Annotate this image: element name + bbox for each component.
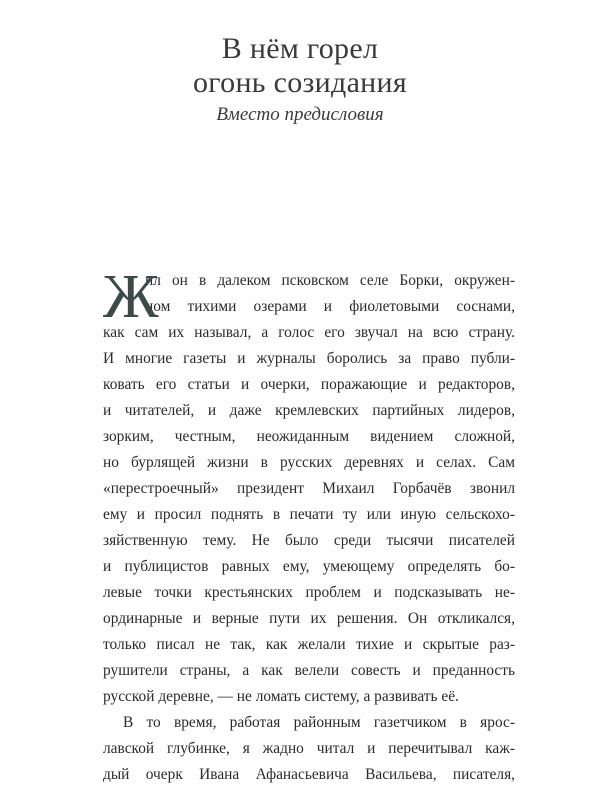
paragraph-1-line: зорким, честным, неожиданным видением сложной, bbox=[103, 428, 515, 445]
paragraph-1-line: русской деревне, — не ломать систему, а развивать её. bbox=[103, 688, 459, 705]
paragraph-1-line: ил он в далеком псковском селе Борки, окружен- bbox=[145, 272, 515, 289]
paragraph-1-line: И многие газеты и журналы боролись за право публи- bbox=[103, 350, 515, 367]
paragraph-1-line: зяйственную тему. Не было среди тысячи писателей bbox=[103, 532, 515, 549]
paragraph-1-line: «перестроечный» президент Михаил Горбачёв звонил bbox=[103, 480, 515, 497]
drop-cap-letter: Ж bbox=[103, 263, 159, 331]
article-body bbox=[103, 263, 515, 788]
paragraph-2-line: дый очерк Ивана Афанасьевича Васильева, писателя, bbox=[103, 766, 515, 783]
paragraph-1-line: ординарные и верные пути их решения. Он откликался, bbox=[103, 610, 515, 627]
paragraph-1-line: ном тихими озерами и фиолетовыми соснами, bbox=[145, 298, 515, 315]
paragraph-1-line: ему и просил поднять в печати ту или иную сельскохо- bbox=[103, 506, 515, 523]
paragraph-1-line: только писал не так, как желали тихие и скрытые раз- bbox=[103, 636, 515, 653]
paragraph-1-line: и читателей, и даже кремлевских партийных лидеров, bbox=[103, 402, 515, 419]
paragraph-1-line: ковать его статьи и очерки, поражающие и редакторов, bbox=[103, 376, 515, 393]
chapter-subtitle: Вместо предисловия bbox=[216, 104, 384, 125]
paragraph-1-line: и публицистов равных ему, умеющему определять бо- bbox=[103, 558, 515, 575]
paragraph-1-line: как сам их называл, а голос его звучал на всю страну. bbox=[103, 324, 515, 341]
paragraph-2-line: В то время, работая районным газетчиком в ярос- bbox=[123, 714, 515, 731]
paragraph-2-line: лавской глубинке, я жадно читал и перечитывал каж- bbox=[103, 740, 515, 757]
chapter-title-line-2: огонь созидания bbox=[192, 66, 407, 99]
chapter-title-line-1: В нём горел bbox=[221, 32, 379, 65]
chapter-title bbox=[0, 32, 600, 100]
paragraph-1-line: рушители страны, а как велели совесть и преданность bbox=[103, 662, 515, 679]
paragraph-1-line: но бурлящей жизни в русских деревнях и селах. Сам bbox=[103, 454, 515, 471]
paragraph-1-line: левые точки крестьянских проблем и подсказывать не- bbox=[103, 584, 515, 601]
